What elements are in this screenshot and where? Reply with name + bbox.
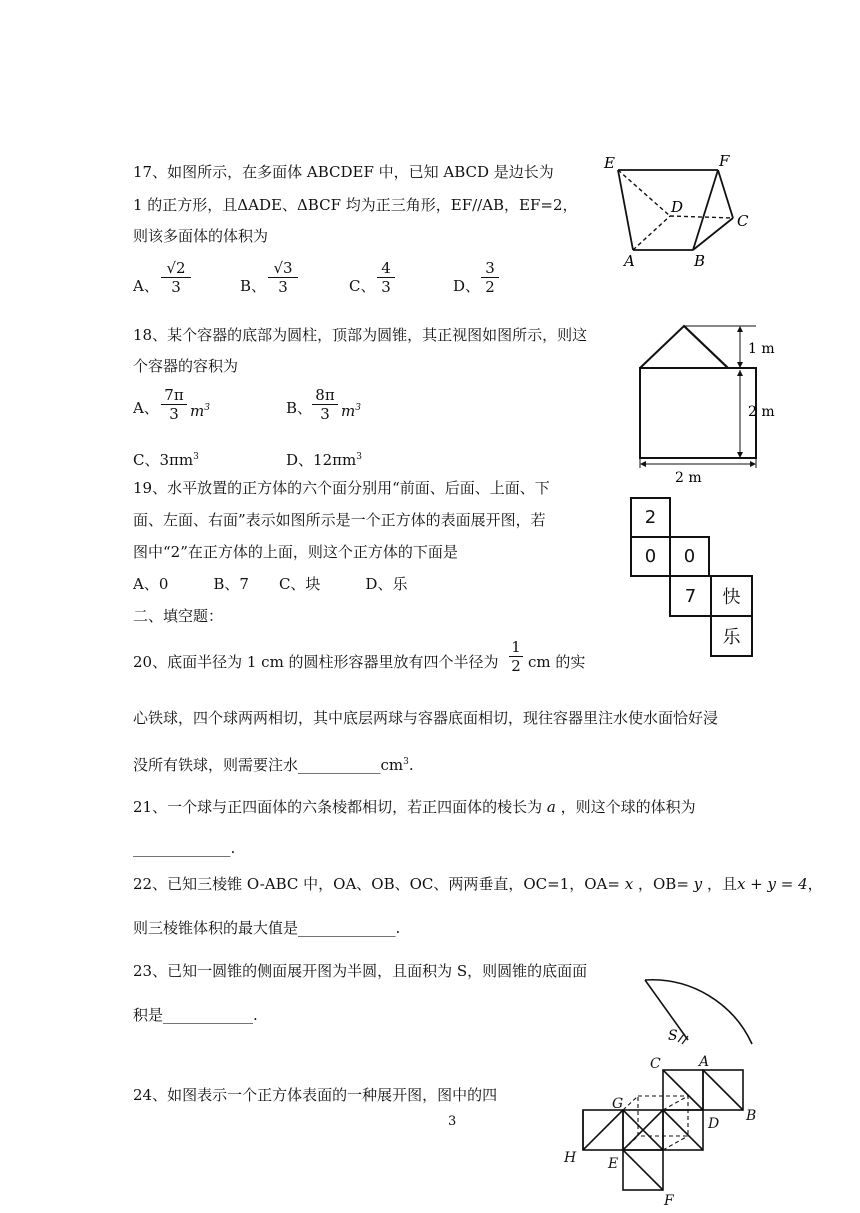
- q23-semicircle-figure: [640, 968, 760, 1048]
- q18-width-label: 2 m: [675, 470, 702, 486]
- q17-line1: 17、如图所示，在多面体 ABCDEF 中，已知 ABCD 是边长为: [133, 163, 554, 181]
- q24-label-c: C: [650, 1056, 661, 1072]
- q19-line2: 面、左面、右面”表示如图所示是一个正方体的表面展开图，若: [133, 511, 546, 529]
- q17-label-c: C: [737, 212, 749, 230]
- q18-line1: 18、某个容器的底部为圆柱，顶部为圆锥，其正视图如图所示，则这: [133, 326, 588, 344]
- q18-option-b-label: B、: [286, 399, 313, 417]
- q18-option-b-fraction: 8π 3: [312, 386, 338, 423]
- q17-option-c-fraction: 4 3: [377, 259, 395, 296]
- q18-option-a-fraction: 7π 3: [161, 386, 187, 423]
- q17-option-a-label: A、: [133, 277, 159, 295]
- q19-options: A、0 B、7 C、块 D、乐: [133, 575, 408, 593]
- q24-label-b: B: [746, 1108, 757, 1124]
- q19-cube-net: [630, 497, 760, 659]
- q17-label-e: E: [604, 154, 615, 172]
- q20-radius-fraction: 1 2: [509, 638, 523, 675]
- q17-option-a-fraction: √2 3: [161, 259, 191, 296]
- q21-answer-blank: _____________.: [133, 839, 236, 857]
- q24-cube-net-figure: [560, 1052, 760, 1207]
- q20-line3: 没所有铁球，则需要注水$\_\_\_\_\_\_\_\_\_\_\_cm^3$.: [133, 756, 414, 774]
- q20-line2: 心铁球，四个球两两相切，其中底层两球与容器底面相切，现往容器里注水使水面恰好浸: [133, 709, 719, 727]
- q24-line1: 24、如图表示一个正方体表面的一种展开图，图中的四: [133, 1086, 498, 1104]
- q23-line2: 积是____________.: [133, 1006, 258, 1024]
- q18-height-top-label: 1 m: [748, 341, 775, 357]
- page-number: 3: [448, 1114, 457, 1129]
- q20-line1a: 20、底面半径为 1 cm 的圆柱形容器里放有四个半径为: [133, 653, 499, 671]
- q17-option-b-label: B、: [240, 277, 267, 295]
- q18-option-a-unit: $m^3$: [190, 402, 210, 420]
- net-cell: 0: [630, 536, 671, 577]
- q17-label-b: B: [694, 252, 706, 270]
- q18-option-a-label: A、: [133, 399, 159, 417]
- q17-polyhedron-figure: [598, 150, 758, 270]
- q19-line1: 19、水平放置的正方体的六个面分别用“前面、后面、上面、下: [133, 479, 550, 497]
- q18-option-c: C、$3\pi m^3$: [133, 451, 199, 469]
- net-cell: 快: [710, 575, 753, 617]
- q18-container-figure: [620, 320, 780, 490]
- net-cell: 乐: [710, 615, 753, 657]
- q20-line1b: cm 的实: [528, 653, 586, 671]
- net-cell: 7: [669, 575, 712, 617]
- q18-line2: 个容器的容积为: [133, 357, 239, 375]
- q18-height-bottom-label: 2 m: [748, 404, 775, 420]
- q17-label-d: D: [671, 198, 684, 216]
- q21-line1: 21、一个球与正四面体的六条棱都相切，若正四面体的棱长为 a ，则这个球的体积为: [133, 798, 696, 816]
- q24-label-h: H: [564, 1150, 577, 1166]
- q23-line1: 23、已知一圆锥的侧面展开图为半圆，且面积为 S，则圆锥的底面面: [133, 962, 588, 980]
- q18-option-b-unit: $m^3$: [341, 402, 361, 420]
- q18-option-d: D、$12\pi m^3$: [286, 451, 362, 469]
- q24-label-a: A: [699, 1054, 710, 1070]
- q17-option-d-fraction: 3 2: [481, 259, 499, 296]
- q24-label-d: D: [708, 1116, 720, 1132]
- section-title-fill-blank: 二、填空题：: [133, 607, 224, 625]
- q24-label-f: F: [664, 1193, 674, 1209]
- q17-line3: 则该多面体的体积为: [133, 227, 269, 245]
- q19-line3: 图中“2”在正方体的上面，则这个正方体的下面是: [133, 543, 458, 561]
- net-cell: 2: [630, 497, 671, 538]
- q24-label-e: E: [608, 1156, 619, 1172]
- q17-label-f: F: [719, 152, 730, 170]
- q17-option-d-label: D、: [453, 277, 481, 295]
- q17-option-b-fraction: √3 3: [268, 259, 298, 296]
- q17-label-a: A: [624, 252, 635, 270]
- q23-label-s: S: [668, 1028, 678, 1044]
- q17-line2: 1 的正方形，且ΔADE、ΔBCF 均为正三角形，EF//AB，EF=2，: [133, 196, 578, 214]
- q17-option-c-label: C、: [349, 277, 376, 295]
- net-cell: 0: [669, 536, 710, 577]
- q22-line1: 22、已知三棱锥 O-ABC 中，OA、OB、OC、两两垂直，OC=1，OA= x ，OB= y ，且x + y = 4，: [133, 875, 823, 893]
- q24-label-g: G: [612, 1096, 624, 1112]
- q22-line2: 则三棱锥体积的最大值是_____________.: [133, 919, 401, 937]
